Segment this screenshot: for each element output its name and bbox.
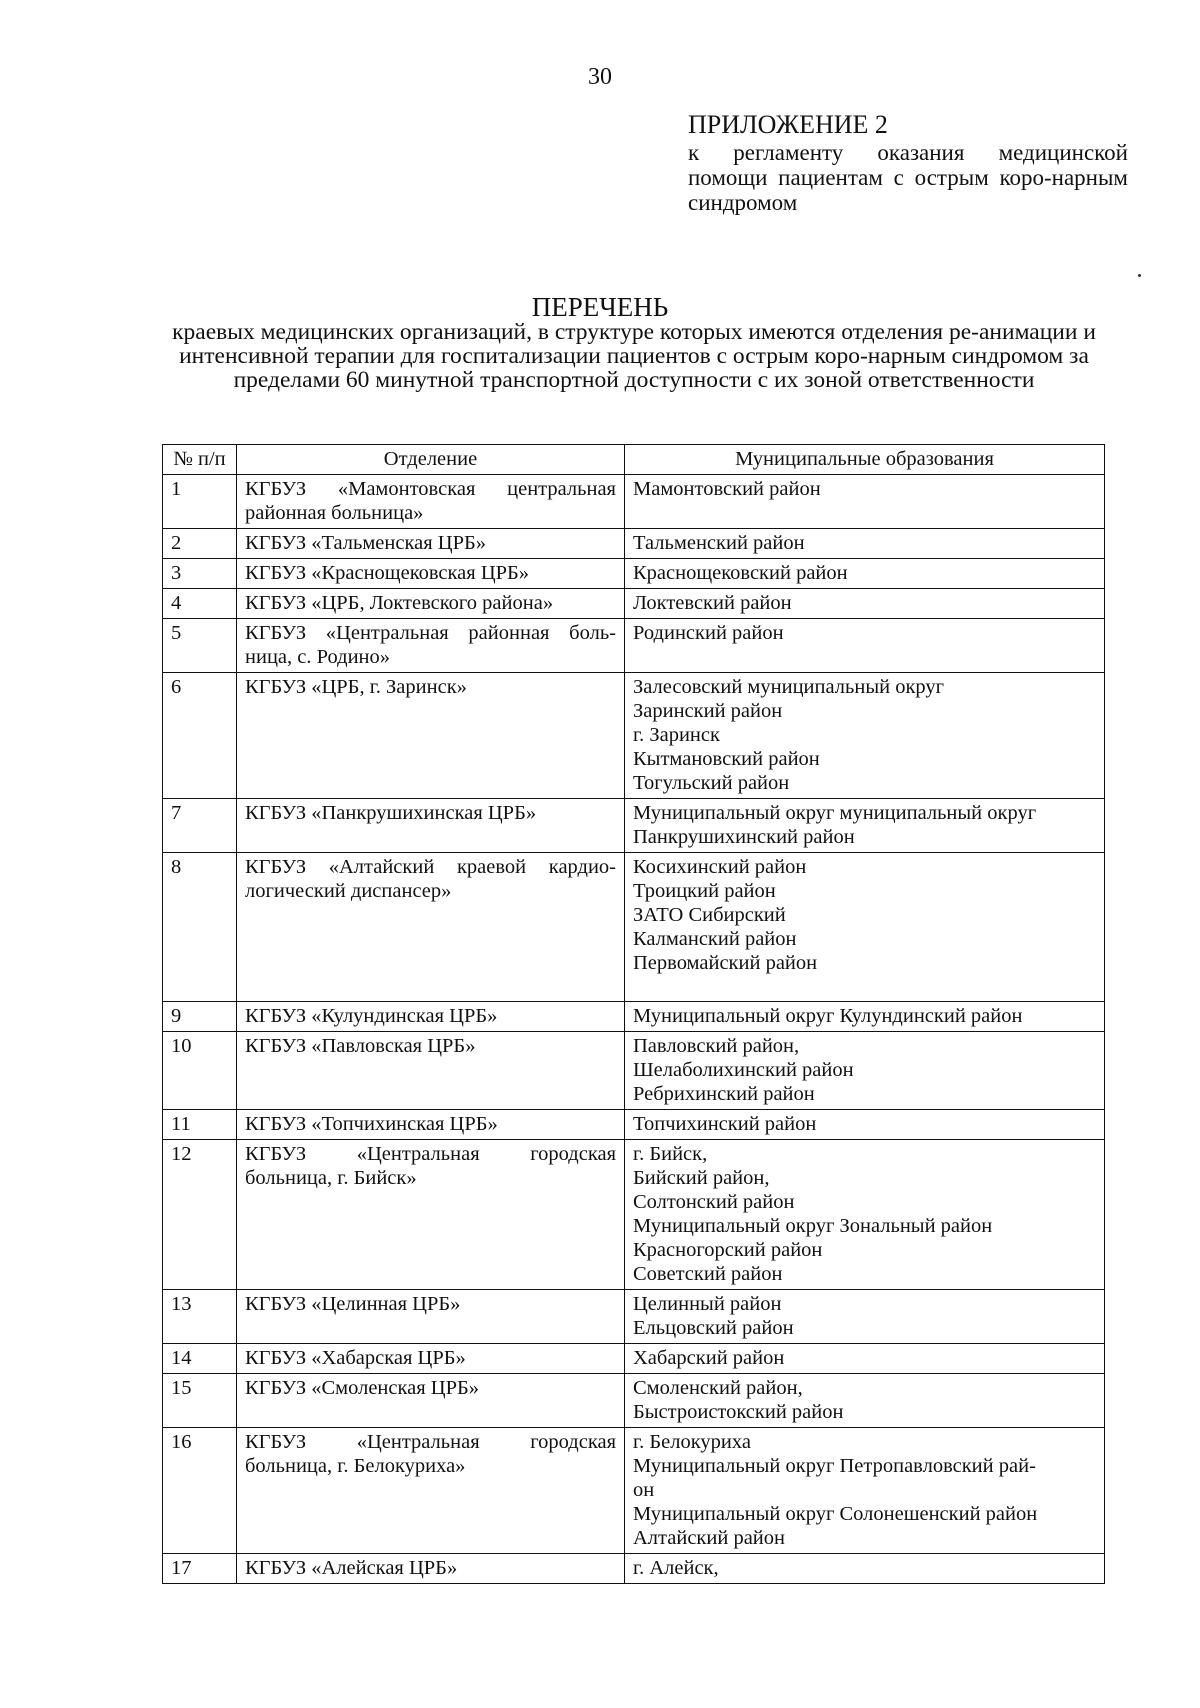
department-cell (237, 619, 625, 673)
scan-speck (1138, 274, 1141, 277)
department-cell (237, 1002, 625, 1032)
department-line: КГБУЗ «Центральная районная боль- (245, 622, 616, 644)
department-line: КГБУЗ «Алтайский краевой кардио- (245, 856, 616, 878)
municipalities-cell (625, 559, 1105, 589)
department-cell (237, 1344, 625, 1374)
table-row (163, 853, 1105, 1002)
table-row (163, 559, 1105, 589)
department-line: КГБУЗ «Алейская ЦРБ» (245, 1557, 458, 1579)
municipality-line: Муниципальный округ Зональный район (633, 1215, 993, 1237)
municipalities-cell (625, 1032, 1105, 1110)
department-line: районная больница» (245, 502, 424, 524)
department-line: КГБУЗ «Павловская ЦРБ» (245, 1035, 476, 1057)
municipality-line: он (633, 1479, 655, 1501)
table-row (163, 1140, 1105, 1290)
header-municipalities: Муниципальные образования (625, 445, 1105, 475)
department-cell (237, 1374, 625, 1428)
municipalities-cell (625, 1140, 1105, 1290)
department-line: КГБУЗ «Топчихинская ЦРБ» (245, 1113, 498, 1135)
municipalities-cell (625, 1428, 1105, 1554)
department-line: логический диспансер» (245, 880, 452, 902)
row-number: 13 (163, 1290, 237, 1344)
municipality-line: Павловский район, (633, 1035, 800, 1057)
municipality-line: Муниципальный округ муниципальный округ (633, 802, 1037, 824)
department-cell (237, 589, 625, 619)
municipality-line: Ельцовский район (633, 1317, 794, 1339)
row-number: 9 (163, 1002, 237, 1032)
department-line: КГБУЗ «Панкрушихинская ЦРБ» (245, 802, 537, 824)
municipality-line: Быстроистокский район (633, 1401, 844, 1423)
row-number: 16 (163, 1428, 237, 1554)
municipalities-cell (625, 619, 1105, 673)
table-row (163, 1032, 1105, 1110)
municipalities-cell (625, 1554, 1105, 1584)
table-row (163, 589, 1105, 619)
municipality-line: Панкрушихинский район (633, 826, 855, 848)
table-row (163, 1290, 1105, 1344)
municipality-line: Топчихинский район (633, 1113, 817, 1135)
municipality-line: Советский район (633, 1263, 783, 1285)
table-row (163, 1344, 1105, 1374)
department-cell (237, 673, 625, 799)
row-number: 5 (163, 619, 237, 673)
municipalities-cell (625, 673, 1105, 799)
row-number: 17 (163, 1554, 237, 1584)
row-number: 8 (163, 853, 237, 1002)
department-line: больница, г. Бийск» (245, 1167, 417, 1189)
department-line: КГБУЗ «Краснощековская ЦРБ» (245, 562, 530, 584)
row-number: 6 (163, 673, 237, 799)
header-num: № п/п (163, 445, 237, 475)
municipality-line: г. Алейск, (633, 1557, 719, 1579)
table-row (163, 799, 1105, 853)
municipalities-cell (625, 475, 1105, 529)
organizations-table (162, 444, 1105, 1584)
row-number: 1 (163, 475, 237, 529)
department-cell (237, 799, 625, 853)
department-cell (237, 559, 625, 589)
municipality-line: Шелаболихинский район (633, 1059, 854, 1081)
department-line: КГБУЗ «Тальменская ЦРБ» (245, 532, 487, 554)
municipality-line: Кытмановский район (633, 748, 820, 770)
municipality-line: Ребрихинский район (633, 1083, 815, 1105)
municipality-line: Первомайский район (633, 952, 818, 974)
municipalities-cell (625, 853, 1105, 1002)
table-row (163, 1002, 1105, 1032)
table-row (163, 1374, 1105, 1428)
appendix-block (688, 110, 1128, 215)
municipality-line: Родинский район (633, 622, 784, 644)
municipality-line: Муниципальный округ Солонешенский район (633, 1503, 1038, 1525)
table-header-row (163, 445, 1105, 475)
department-line: КГБУЗ «ЦРБ, г. Заринск» (245, 676, 467, 698)
municipality-line: Солтонский район (633, 1191, 795, 1213)
department-line: КГБУЗ «Целинная ЦРБ» (245, 1293, 461, 1315)
municipality-line: Красногорский район (633, 1239, 823, 1261)
table-row (163, 1554, 1105, 1584)
municipality-line: Мамонтовский район (633, 478, 821, 500)
municipalities-cell (625, 1002, 1105, 1032)
municipality-line: Бийский район, (633, 1167, 770, 1189)
department-cell (237, 475, 625, 529)
department-cell (237, 1140, 625, 1290)
row-number: 3 (163, 559, 237, 589)
municipality-line: Тальменский район (633, 532, 805, 554)
municipality-line: Муниципальный округ Петропавловский рай- (633, 1455, 1036, 1477)
department-line: больница, г. Белокуриха» (245, 1455, 466, 1477)
list-title: ПЕРЕЧЕНЬ (531, 292, 669, 322)
table-row (163, 673, 1105, 799)
department-cell (237, 529, 625, 559)
department-line: КГБУЗ «Хабарская ЦРБ» (245, 1347, 466, 1369)
page-number: 30 (588, 64, 612, 90)
appendix-title: ПРИЛОЖЕНИЕ 2 (688, 110, 888, 139)
department-cell (237, 853, 625, 1002)
department-cell (237, 1428, 625, 1554)
row-number: 12 (163, 1140, 237, 1290)
row-number: 2 (163, 529, 237, 559)
row-number: 4 (163, 589, 237, 619)
municipalities-cell (625, 1344, 1105, 1374)
municipalities-cell (625, 589, 1105, 619)
department-line: ница, с. Родино» (245, 646, 391, 668)
municipality-line: г. Заринск (633, 724, 720, 746)
appendix-subtitle: к регламенту оказания медицинской помощи пациентам с острым коро-нарным синдромом (688, 140, 1128, 215)
row-number: 14 (163, 1344, 237, 1374)
municipality-line: г. Бийск, (633, 1143, 708, 1165)
department-line: КГБУЗ «Мамонтовская центральная (245, 478, 616, 500)
municipality-line: ЗАТО Сибирский (633, 904, 786, 926)
table-row (163, 475, 1105, 529)
municipality-line: Заринский район (633, 700, 783, 722)
table-row (163, 1428, 1105, 1554)
municipalities-cell (625, 1290, 1105, 1344)
municipality-line: Краснощековский район (633, 562, 848, 584)
list-subtitle: краевых медицинских организаций, в структуре которых имеются отделения ре-анимации и интенсивной терапии для госпитализации пациентов с острым коро-нарным синдромом за пределами 60 минутной транспортной доступности с их зоной ответственности (172, 319, 1096, 393)
municipality-line: Косихинский район (633, 856, 807, 878)
municipalities-cell (625, 1374, 1105, 1428)
municipality-line: г. Белокуриха (633, 1431, 751, 1453)
department-line: КГБУЗ «Смоленская ЦРБ» (245, 1377, 480, 1399)
municipality-line: Целинный район (633, 1293, 782, 1315)
department-line: КГБУЗ «Центральная городская (245, 1431, 616, 1453)
department-cell (237, 1554, 625, 1584)
row-number: 15 (163, 1374, 237, 1428)
table-row (163, 529, 1105, 559)
municipality-line: Хабарский район (633, 1347, 785, 1369)
table-row (163, 1110, 1105, 1140)
municipality-line: Алтайский район (633, 1527, 785, 1549)
municipality-line: Локтевский район (633, 592, 792, 614)
municipalities-cell (625, 799, 1105, 853)
department-cell (237, 1110, 625, 1140)
municipality-line: Залесовский муниципальный округ (633, 676, 945, 698)
department-cell (237, 1032, 625, 1110)
municipality-line: Троицкий район (633, 880, 776, 902)
department-line: КГБУЗ «ЦРБ, Локтевского района» (245, 592, 554, 614)
table-body (163, 475, 1105, 1584)
table-row (163, 619, 1105, 673)
municipality-line: Муниципальный округ Кулундинский район (633, 1005, 1023, 1027)
department-cell (237, 1290, 625, 1344)
header-department: Отделение (237, 445, 625, 475)
municipality-line: Калманский район (633, 928, 797, 950)
row-number: 10 (163, 1032, 237, 1110)
row-number: 7 (163, 799, 237, 853)
department-line: КГБУЗ «Центральная городская (245, 1143, 616, 1165)
row-number: 11 (163, 1110, 237, 1140)
municipality-line: Тогульский район (633, 772, 790, 794)
municipality-line: Смоленский район, (633, 1377, 803, 1399)
municipalities-cell (625, 529, 1105, 559)
municipalities-cell (625, 1110, 1105, 1140)
department-line: КГБУЗ «Кулундинская ЦРБ» (245, 1005, 498, 1027)
